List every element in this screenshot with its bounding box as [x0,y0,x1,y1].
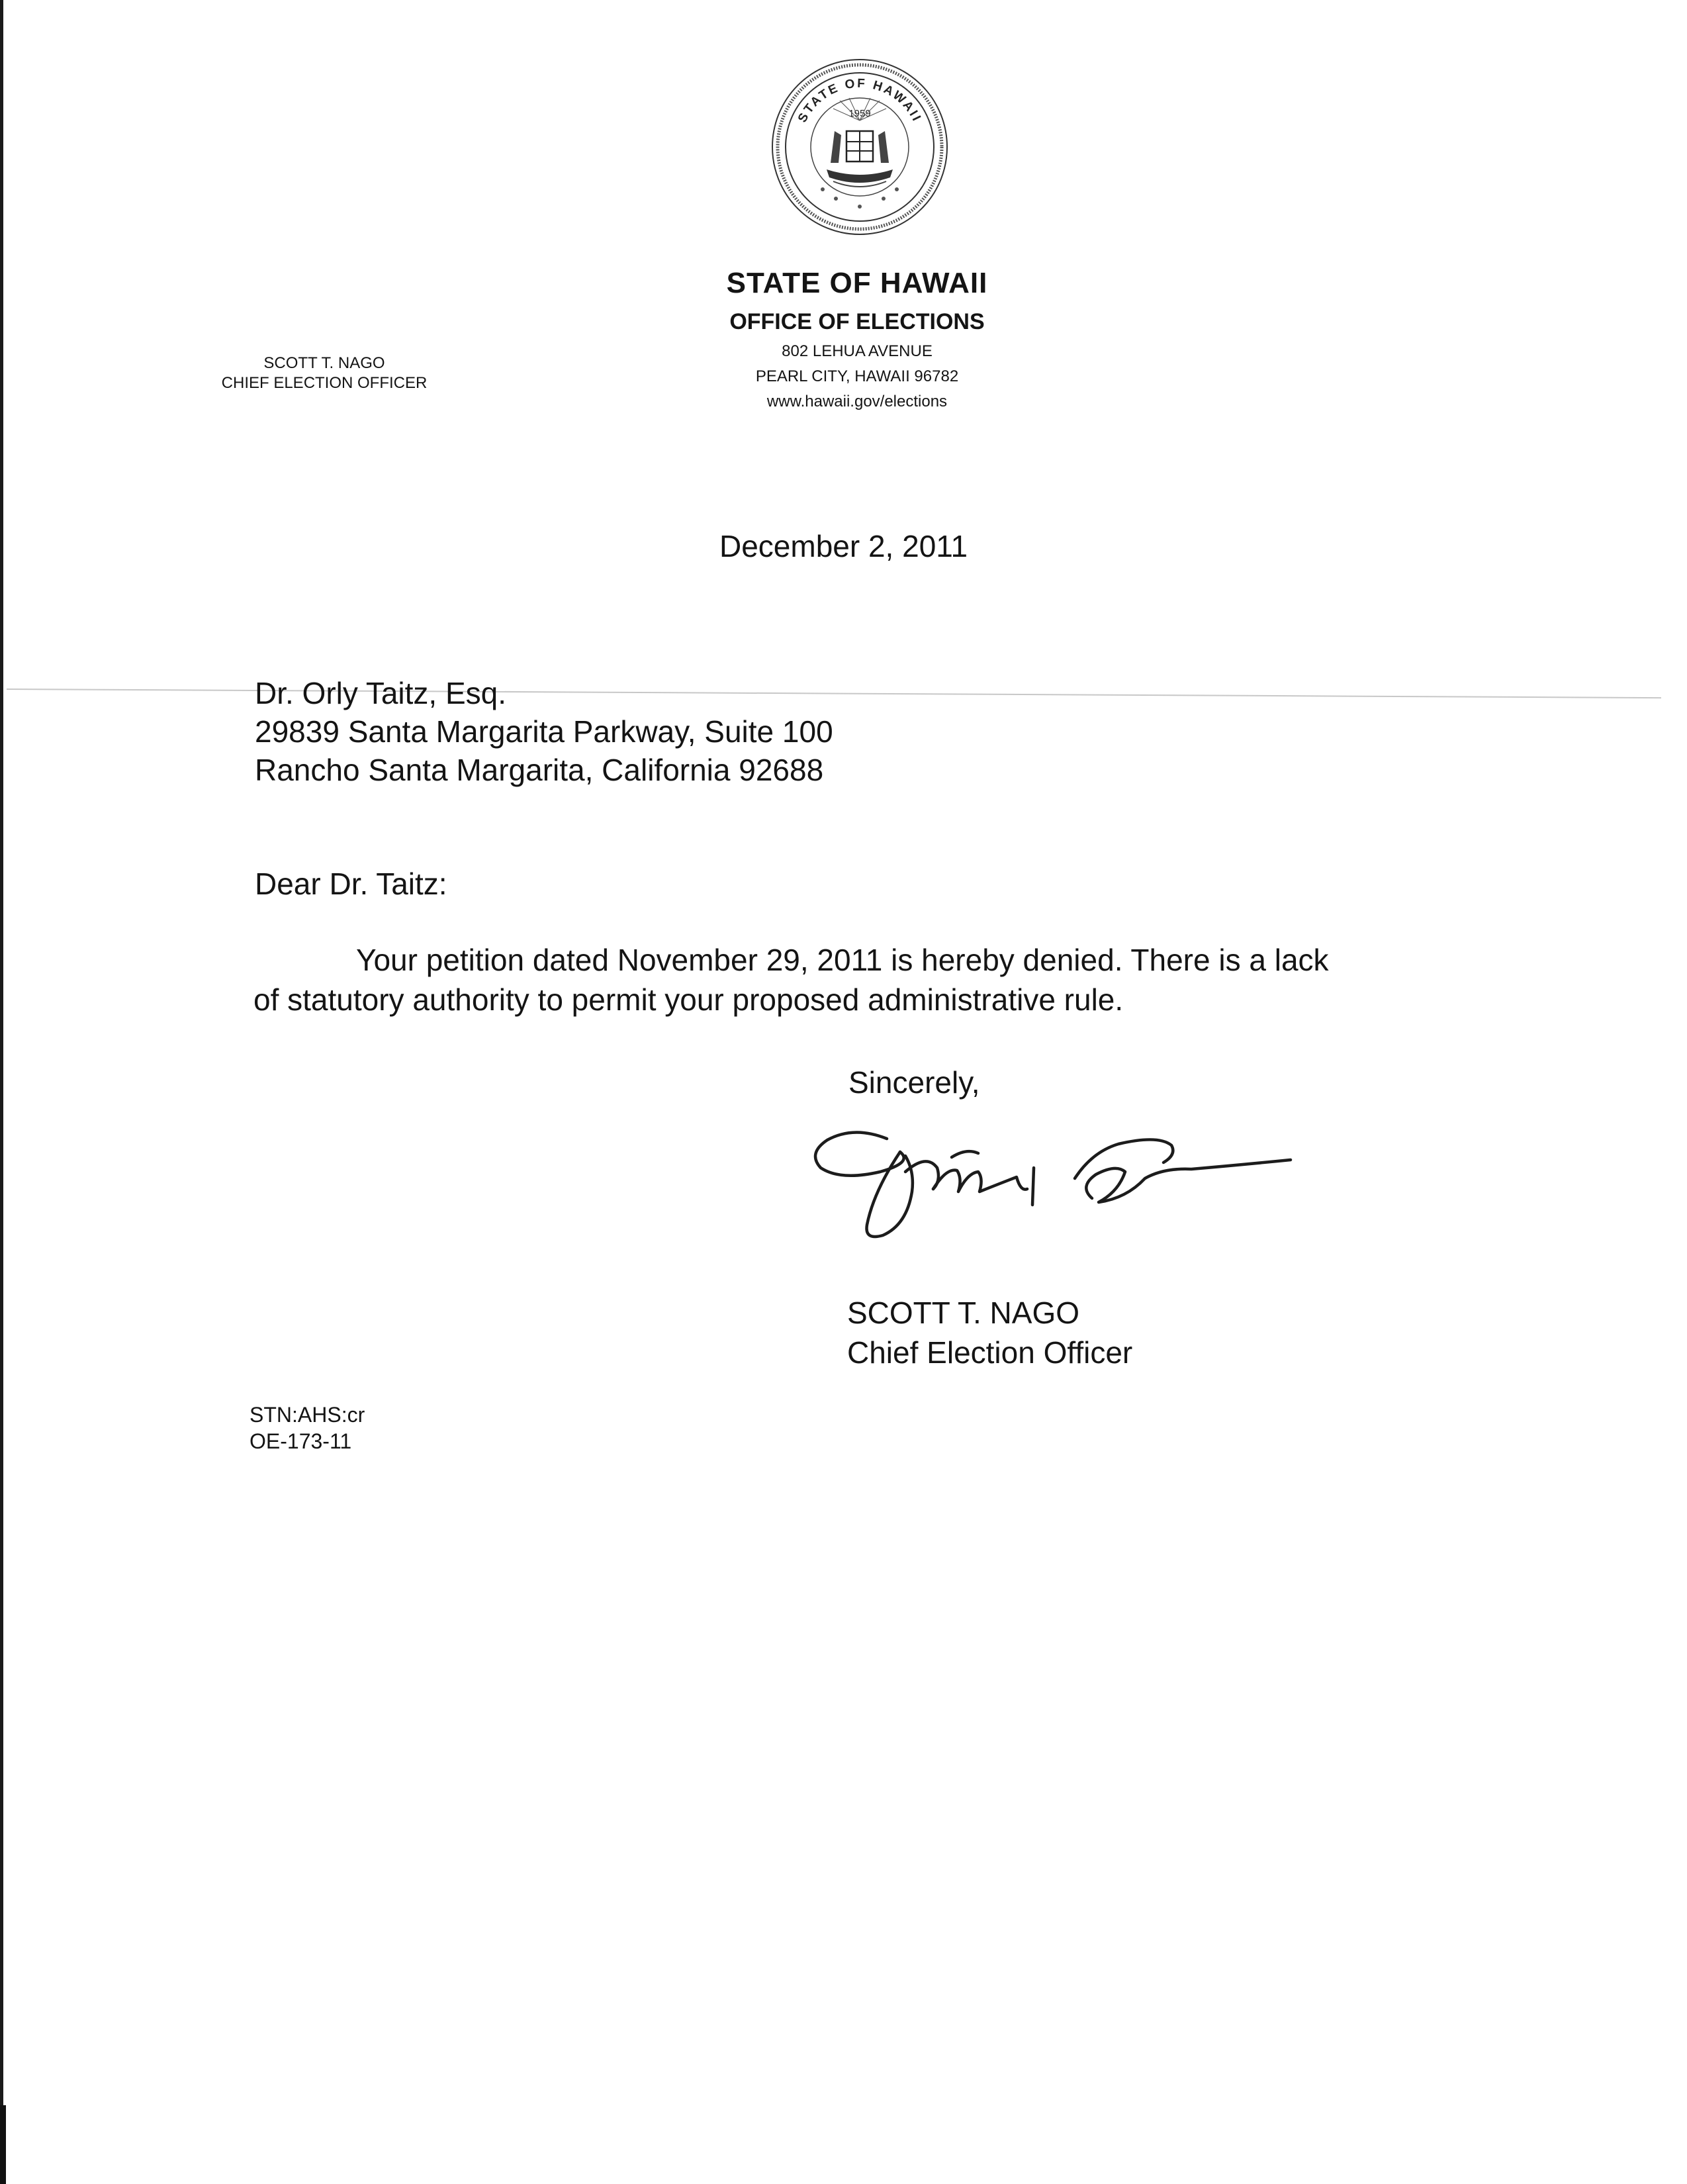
state-seal-icon [770,57,950,237]
scan-edge-left [0,0,3,2184]
signer-title: Chief Election Officer [847,1335,1133,1370]
letterhead-address-line2: PEARL CITY, HAWAII 96782 [755,367,959,385]
officer-header-name: SCOTT T. NAGO [263,354,385,372]
recipient-name: Dr. Orly Taitz, Esq. [255,676,507,710]
handwritten-signature [801,1099,1304,1245]
seal-text: STATE OF HAWAII [795,76,925,125]
reference-initials: STN:AHS:cr [250,1403,365,1427]
letter-date: December 2, 2011 [719,529,968,563]
officer-header-title: CHIEF ELECTION OFFICER [221,374,428,392]
reference-block [250,1401,365,1454]
signer-name: SCOTT T. NAGO [847,1296,1080,1330]
letter-body [253,940,1438,1020]
recipient-address-line2: Rancho Santa Margarita, California 92688 [255,753,824,787]
body-line-2: of statutory authority to permit your proposed administrative rule. [253,982,1124,1017]
seal-year: 1959 [848,108,871,119]
salutation: Dear Dr. Taitz: [255,867,447,901]
letterhead-website: www.hawaii.gov/elections [766,393,948,410]
letterhead [675,265,1039,414]
scan-mark-bottom [0,2105,6,2184]
body-line-1: Your petition dated November 29, 2011 is hereby denied. There is a lack [356,943,1329,977]
recipient-address-line1: 29839 Santa Margarita Parkway, Suite 100 [255,714,833,749]
reference-file-number: OE-173-11 [250,1429,352,1453]
letterhead-state: STATE OF HAWAII [726,267,988,299]
letterhead-office: OFFICE OF ELECTIONS [729,309,985,334]
recipient-block [255,674,833,789]
letterhead-address-line1: 802 LEHUA AVENUE [782,342,933,360]
signer-block [847,1293,1132,1372]
officer-header [199,354,450,393]
closing: Sincerely, [848,1065,980,1100]
